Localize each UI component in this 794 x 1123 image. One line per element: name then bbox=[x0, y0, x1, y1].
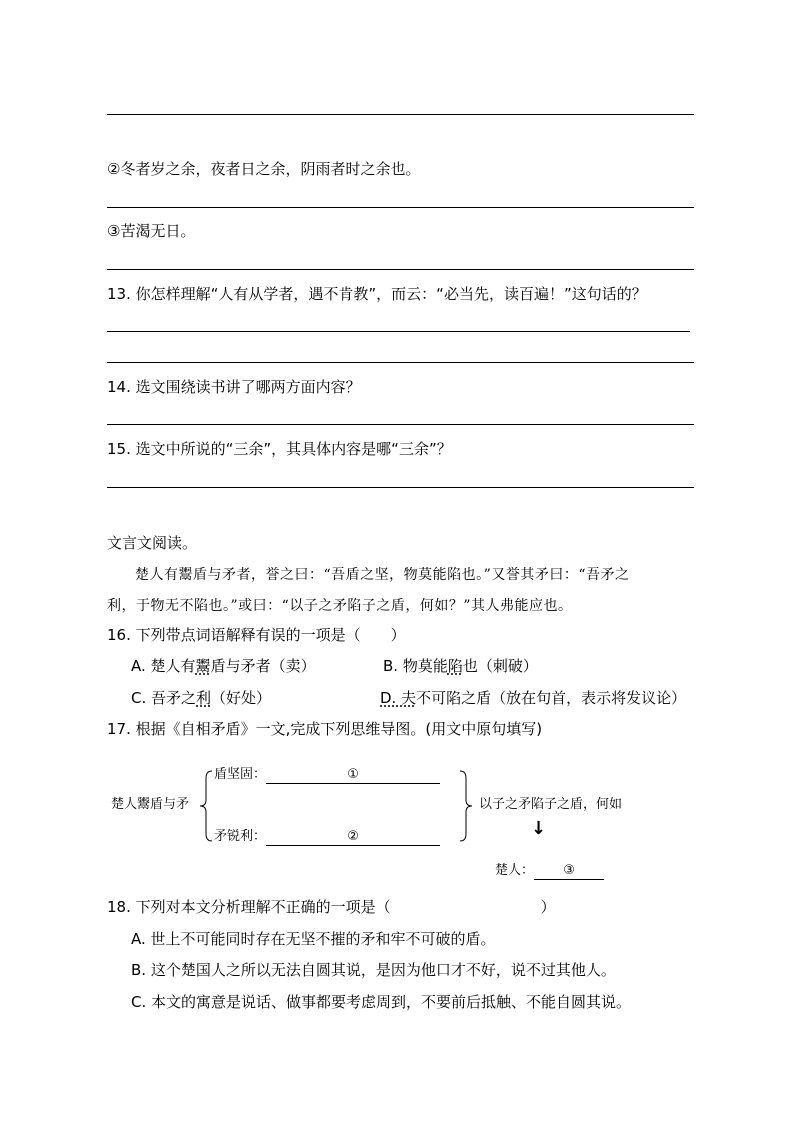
q12-item-3: ③苦渴无日。 bbox=[107, 222, 196, 240]
answer-line bbox=[107, 362, 694, 363]
option-16d: D. 夫不可陷之盾（放在句首，表示将发议论） bbox=[380, 689, 687, 707]
answer-line bbox=[107, 207, 694, 208]
option-16b: B. 物莫能陷也（刺破） bbox=[383, 657, 538, 675]
question-17: 17. 根据《自相矛盾》一文,完成下列思维导图。(用文中原句填写) bbox=[107, 720, 543, 738]
down-arrow-icon: ↓ bbox=[531, 818, 547, 839]
left-brace bbox=[198, 770, 214, 842]
answer-line bbox=[107, 269, 694, 270]
answer-line bbox=[107, 487, 694, 488]
question-15: 15. 选文中所说的“三余”，其具体内容是哪“三余”？ bbox=[107, 440, 452, 458]
mindmap-question: 以子之矛陷子之盾，何如 bbox=[479, 797, 623, 812]
answer-line bbox=[107, 114, 694, 115]
blank-1[interactable]: ① bbox=[266, 767, 440, 784]
option-18c: C. 本文的寓意是说话、做事都要考虑周到，不要前后抵触、不能自圆其说。 bbox=[131, 993, 632, 1011]
option-16c: C. 吾矛之利（好处） bbox=[131, 689, 272, 707]
option-18a: A. 世上不可能同时存在无坚不摧的矛和牢不可破的盾。 bbox=[131, 930, 496, 948]
question-18: 18. 下列对本文分析理解不正确的一项是（ ） bbox=[107, 898, 556, 916]
section-title: 文言文阅读。 bbox=[107, 534, 198, 552]
option-16a: A. 楚人有鬻盾与矛者（卖） bbox=[131, 657, 316, 675]
mindmap-branch-2: 矛锐利： ② bbox=[214, 829, 440, 846]
mindmap-result: 楚人： ③ bbox=[495, 863, 604, 880]
mindmap-branch-1: 盾坚固： ① bbox=[214, 767, 440, 784]
option-18b: B. 这个楚国人之所以无法自圆其说，是因为他口才不好，说不过其他人。 bbox=[131, 961, 616, 979]
question-14: 14. 选文围绕读书讲了哪两方面内容？ bbox=[107, 378, 361, 396]
blank-2[interactable]: ② bbox=[266, 829, 440, 846]
question-13: 13. 你怎样理解“人有从学者，遇不肯教”，而云：“必当先，读百遍！”这句话的？ bbox=[107, 285, 647, 303]
blank-3[interactable]: ③ bbox=[534, 863, 604, 880]
mindmap-root: 楚人鬻盾与矛 bbox=[111, 797, 190, 812]
passage-line-2: 利，于物无不陷也。”或曰：“以子之矛陷子之盾，何如？”其人弗能应也。 bbox=[107, 598, 573, 614]
answer-line bbox=[107, 424, 694, 425]
passage-line-1: 楚人有鬻盾与矛者，誉之曰：“吾盾之坚，物莫能陷也。”又誉其矛曰：“吾矛之 bbox=[135, 567, 630, 583]
answer-line bbox=[107, 331, 690, 332]
question-16: 16. 下列带点词语解释有误的一项是（ ） bbox=[107, 626, 406, 644]
right-brace bbox=[458, 770, 474, 842]
q12-item-2: ②冬者岁之余，夜者日之余，阴雨者时之余也。 bbox=[107, 160, 421, 178]
